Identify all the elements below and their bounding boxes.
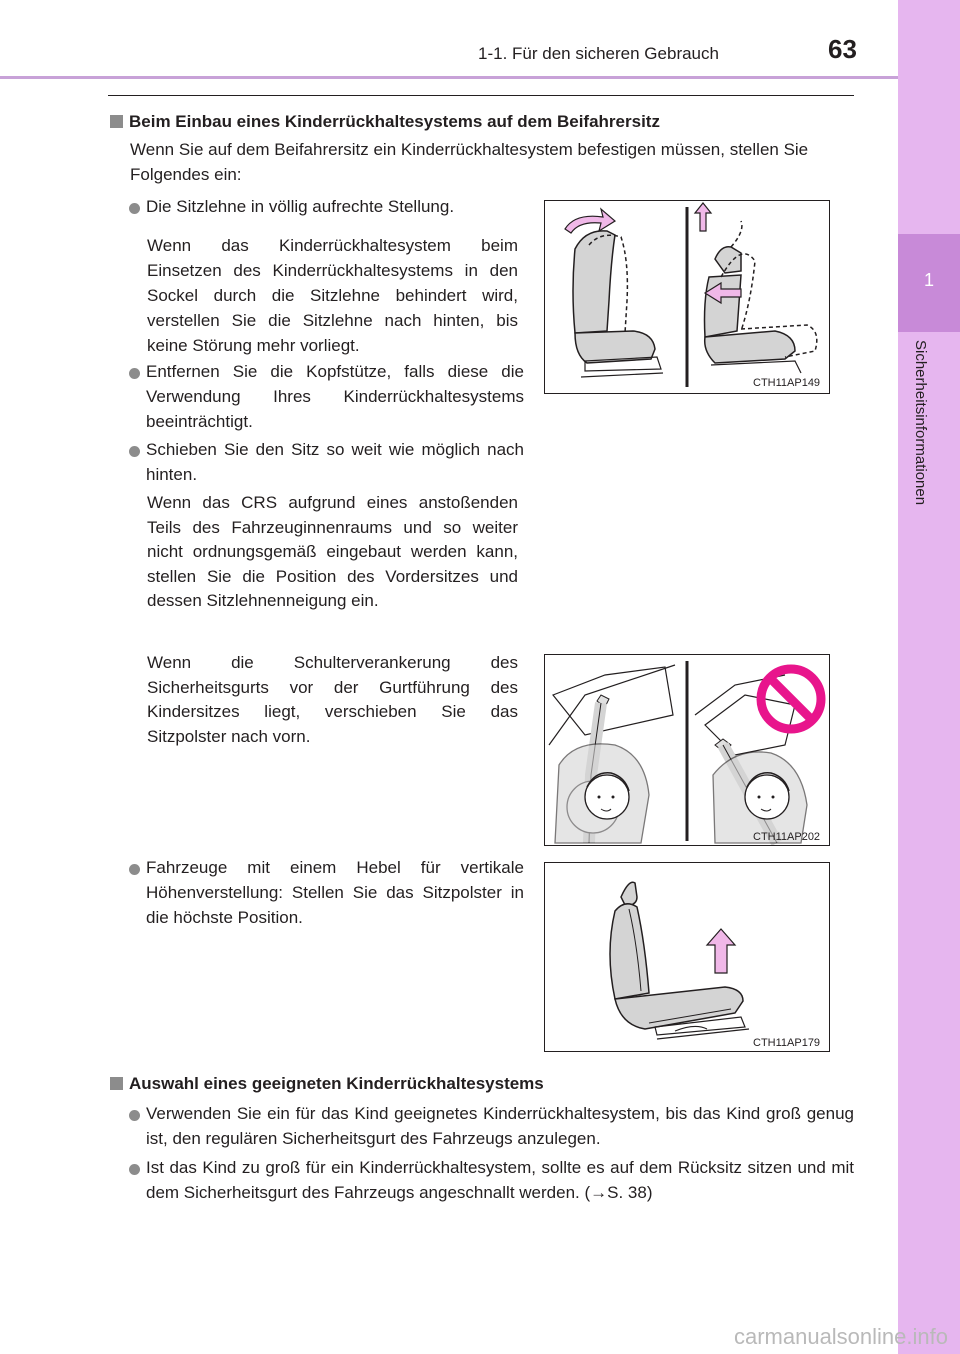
section2-bullet1: Verwenden Sie ein für das Kind geeignetes Kinderrückhaltesystem, bis das Kind groß genug ist, den regulären Sicherheitsgurt des Fahrzeugs anzulegen.: [146, 1104, 854, 1148]
bullet-dot-icon: [129, 1110, 140, 1121]
section1-bullet3: Schieben Sie den Sitz so weit wie möglich nach hinten.: [146, 440, 524, 484]
square-bullet-icon: [110, 115, 123, 128]
bullet-dot-icon: [129, 1164, 140, 1175]
figure-seat-height: [544, 862, 830, 1052]
section2-bullet2: Ist das Kind zu groß für ein Kinderrückhaltesystem, sollte es auf dem Rücksitz sitzen und mit dem Sicherheitsgurt des Fahrzeugs angeschnallt werden. (→S. 38): [146, 1158, 854, 1202]
section1-bullet3-note1: Wenn das CRS aufgrund eines anstoßenden Teils des Fahrzeuginnenraums und so weiter nicht ordnungsgemäß eingebaut werden kann, stellen Sie die Position des Vordersitzes und dessen Sitzlehnenneigung ein.: [147, 493, 518, 611]
figure2-code: CTH11AP202: [753, 831, 821, 843]
seat-up-arrow-icon: [707, 929, 735, 973]
square-bullet-icon: [110, 1077, 123, 1090]
section1-bullet1: Die Sitzlehne in völlig aufrechte Stellung.: [146, 197, 455, 216]
section1-bullet1-note: Wenn das Kinderrückhaltesystem beim Einsetzen des Kinderrückhaltesystems in den Sockel durch die Sitzlehne behindert wird, verstellen Sie die Sitzlehne nach hinten, bis keine Störung mehr vorliegt.: [147, 236, 518, 355]
section1-bullet4: Fahrzeuge mit einem Hebel für vertikale Höhenverstellung: Stellen Sie das Sitzpolster in die höchste Position.: [146, 858, 524, 927]
child-seat-belt-illustration: [545, 655, 829, 845]
bullet-dot-icon: [129, 864, 140, 875]
section1-bullet3-note2: Wenn die Schulterverankerung des Sicherheitsgurts vor der Gurtführung des Kindersitzes liegt, verschieben Sie das Sitzpolster nach vorn.: [147, 653, 518, 746]
seat-recline-illustration: [545, 201, 829, 393]
bullet-dot-icon: [129, 203, 140, 214]
side-tab-number: 1: [923, 270, 934, 290]
section2-heading: [110, 1072, 870, 1096]
header-rule: [0, 76, 898, 79]
page-number: 63: [828, 34, 857, 64]
figure-child-seat-belt: [544, 654, 830, 846]
figure3-code: CTH11AP179: [753, 1037, 821, 1049]
side-tab-label-text: Sicherheitsinformationen: [912, 340, 929, 506]
figure1-code: CTH11AP149: [753, 377, 821, 389]
watermark: carmanualsonline.info: [733, 1324, 948, 1349]
side-tab-label: [912, 340, 942, 550]
chapter-title: 1-1. Für den sicheren Gebrauch: [478, 44, 719, 63]
side-tab: [898, 0, 960, 1354]
section1-intro: Wenn Sie auf dem Beifahrersitz ein Kinderrückhaltesystem befestigen müssen, stellen Sie Folgendes ein:: [130, 140, 809, 184]
bullet-dot-icon: [129, 446, 140, 457]
section1-heading-text: Beim Einbau eines Kinderrückhaltesystems auf dem Beifahrersitz: [129, 112, 660, 131]
section1-bullet2: Entfernen Sie die Kopfstütze, falls diese die Verwendung Ihres Kinderrückhaltesystems beeinträchtigt.: [146, 362, 524, 431]
seat-height-illustration: [545, 863, 829, 1051]
figure-seat-recline: [544, 200, 830, 394]
section1-heading: [110, 110, 870, 134]
recline-arrow-icon: [565, 209, 615, 233]
section2-heading-text: Auswahl eines geeigneten Kinderrückhaltesystems: [129, 1074, 544, 1093]
headrest-up-arrow-icon: [695, 203, 711, 231]
bullet-dot-icon: [129, 368, 140, 379]
content-rule: [108, 95, 854, 96]
